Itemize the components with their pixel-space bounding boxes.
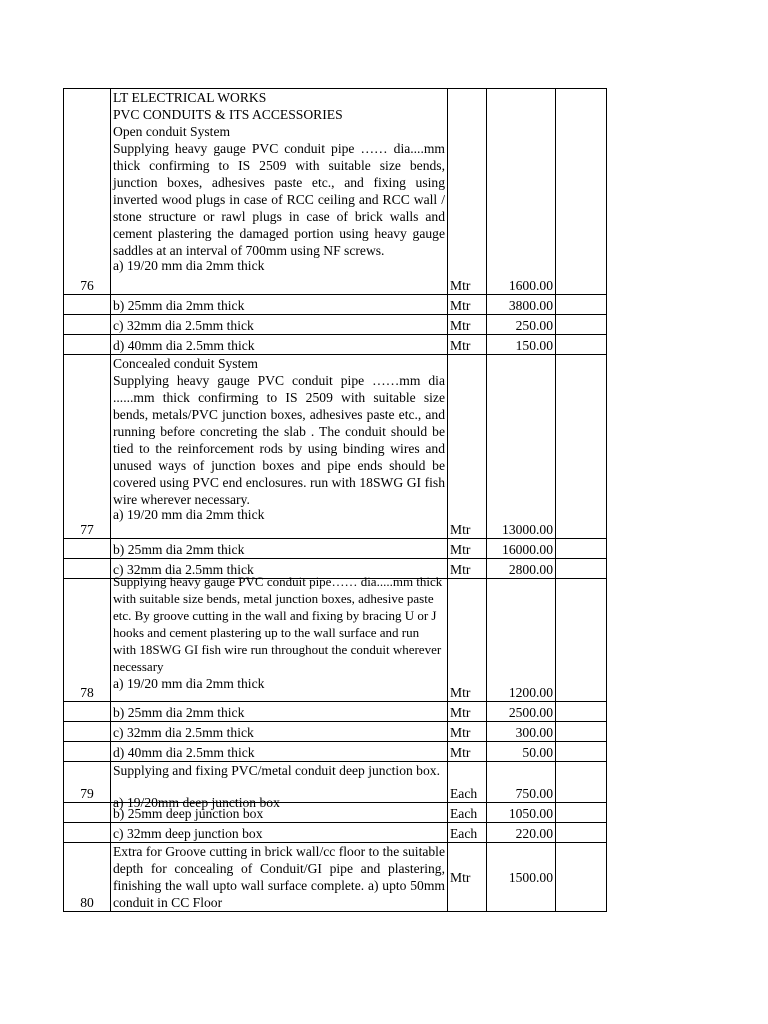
quantity-cell: 220.00 bbox=[487, 823, 556, 843]
table-row bbox=[64, 742, 607, 762]
unit-cell: Mtr bbox=[448, 355, 487, 539]
table-row bbox=[64, 722, 607, 742]
item-80-row bbox=[64, 843, 607, 912]
table-row: a) 19/20mm deep junction box b) 25mm deep junction box Each 1050.00 bbox=[64, 803, 607, 823]
unit-cell: Each bbox=[448, 803, 487, 823]
quantity-cell: 300.00 bbox=[487, 722, 556, 742]
unit-cell: Each bbox=[448, 762, 487, 803]
item-78-row bbox=[64, 579, 607, 702]
sub-item-label: d) 40mm dia 2.5mm thick bbox=[111, 742, 448, 762]
quantity-cell: 1050.00 bbox=[487, 803, 556, 823]
sub-item-label: b) 25mm dia 2mm thick bbox=[111, 702, 448, 722]
quantity-cell: 50.00 bbox=[487, 742, 556, 762]
item-number: 80 bbox=[64, 843, 111, 912]
sub-item-label: c) 32mm dia 2.5mm thick bbox=[111, 315, 448, 335]
unit-cell: Mtr bbox=[448, 539, 487, 559]
table-row bbox=[64, 702, 607, 722]
quantity-cell: 1500.00 bbox=[487, 843, 556, 912]
sub-item-label: a) 19/20 mm dia 2mm thick bbox=[113, 676, 265, 691]
sub-item-label: a) 19/20 mm dia 2mm thick bbox=[113, 507, 265, 522]
sub-item-label: d) 40mm dia 2.5mm thick bbox=[111, 335, 448, 355]
description-text: Supplying heavy gauge PVC conduit pipe…… dia.....mm thick with suitable size bends, metal junction boxes, adhesive paste etc. By groove cutting in the wall and fixing by bracing U or J hooks and cement plastering up to the wall surface and run with 18SWG GI fish wire run throughout the conduit wherever necessary bbox=[113, 574, 443, 674]
quantity-cell: 2500.00 bbox=[487, 702, 556, 722]
rate-cell bbox=[556, 89, 607, 295]
quantity-cell: 1200.00 bbox=[487, 579, 556, 702]
unit-cell: Mtr bbox=[448, 742, 487, 762]
item-description bbox=[111, 89, 448, 295]
heading-line: Open conduit System bbox=[113, 124, 231, 139]
table-row bbox=[64, 315, 607, 335]
sub-item-label: a) 19/20 mm dia 2mm thick bbox=[113, 258, 265, 273]
table-row bbox=[64, 823, 607, 843]
item-description bbox=[111, 574, 448, 702]
table-row bbox=[64, 335, 607, 355]
quantity-cell: 13000.00 bbox=[487, 355, 556, 539]
quantity-cell: 3800.00 bbox=[487, 295, 556, 315]
sub-item-label: b) 25mm deep junction box bbox=[113, 806, 264, 821]
quantity-cell: 2800.00 bbox=[487, 559, 556, 579]
unit-cell: Mtr bbox=[448, 295, 487, 315]
item-number: 76 bbox=[64, 89, 111, 295]
description-text: Supplying heavy gauge PVC conduit pipe …… dia....mm thick confirming to IS 2509 with suitable size bends, junction boxes, adhesives paste etc., and fixing using inverted wood plugs in case of RCC ceiling and RCC wall / stone structure or rawl plugs in case of brick walls and cement plastering the damaged portion using heavy gauge saddles at an interval of 700mm using NF screws. bbox=[113, 141, 445, 258]
sub-item-label: c) 32mm dia 2.5mm thick bbox=[111, 722, 448, 742]
unit-cell: Mtr bbox=[448, 89, 487, 295]
description-text: Supplying heavy gauge PVC conduit pipe ……mm dia ......mm thick confirming to IS 2509 with suitable size bends, metals/PVC junction boxes, adhesives paste etc., and running before concreting the slab . The conduit should be tied to the reinforcement rods by using binding wires and unused ways of junction boxes and pipe ends should be covered using PVC end enclosures. run with 18SWG GI fish wire wherever necessary. bbox=[113, 373, 445, 507]
sub-item-label: b) 25mm dia 2mm thick bbox=[111, 539, 448, 559]
item-76-row bbox=[64, 89, 607, 295]
heading-line: PVC CONDUITS & ITS ACCESSORIES bbox=[113, 107, 343, 122]
quantity-cell: 750.00 bbox=[487, 762, 556, 803]
sub-item-label: c) 32mm deep junction box bbox=[111, 823, 448, 843]
heading-line: LT ELECTRICAL WORKS bbox=[113, 90, 267, 105]
quantity-cell: 250.00 bbox=[487, 315, 556, 335]
unit-cell: Mtr bbox=[448, 579, 487, 702]
unit-cell: Each bbox=[448, 823, 487, 843]
bill-of-quantities-table bbox=[63, 88, 607, 912]
item-number: 79 bbox=[64, 762, 111, 803]
unit-cell: Mtr bbox=[448, 335, 487, 355]
item-number: 78 bbox=[64, 579, 111, 702]
description-text: Extra for Groove cutting in brick wall/cc floor to the suitable depth for concealing of Conduit/GI pipe and plastering, finishing the wall upto wall surface complete. a) upto 50mm conduit in CC Floor bbox=[113, 844, 445, 910]
table-row bbox=[64, 295, 607, 315]
unit-cell: Mtr bbox=[448, 315, 487, 335]
unit-cell: Mtr bbox=[448, 702, 487, 722]
description-text: Supplying and fixing PVC/metal conduit deep junction box. bbox=[113, 763, 440, 778]
item-77-row bbox=[64, 355, 607, 539]
item-description bbox=[111, 843, 448, 912]
unit-cell: Mtr bbox=[448, 843, 487, 912]
unit-cell: Mtr bbox=[448, 722, 487, 742]
heading-line: Concealed conduit System bbox=[113, 356, 258, 371]
quantity-cell: 1600.00 bbox=[487, 89, 556, 295]
sub-item-label: b) 25mm dia 2mm thick bbox=[111, 295, 448, 315]
sub-item-label: c) 32mm dia 2.5mm thick bbox=[111, 559, 448, 579]
quantity-cell: 16000.00 bbox=[487, 539, 556, 559]
item-number: 77 bbox=[64, 355, 111, 539]
table-row bbox=[64, 539, 607, 559]
unit-cell: Mtr bbox=[448, 559, 487, 579]
quantity-cell: 150.00 bbox=[487, 335, 556, 355]
item-description bbox=[111, 355, 448, 539]
